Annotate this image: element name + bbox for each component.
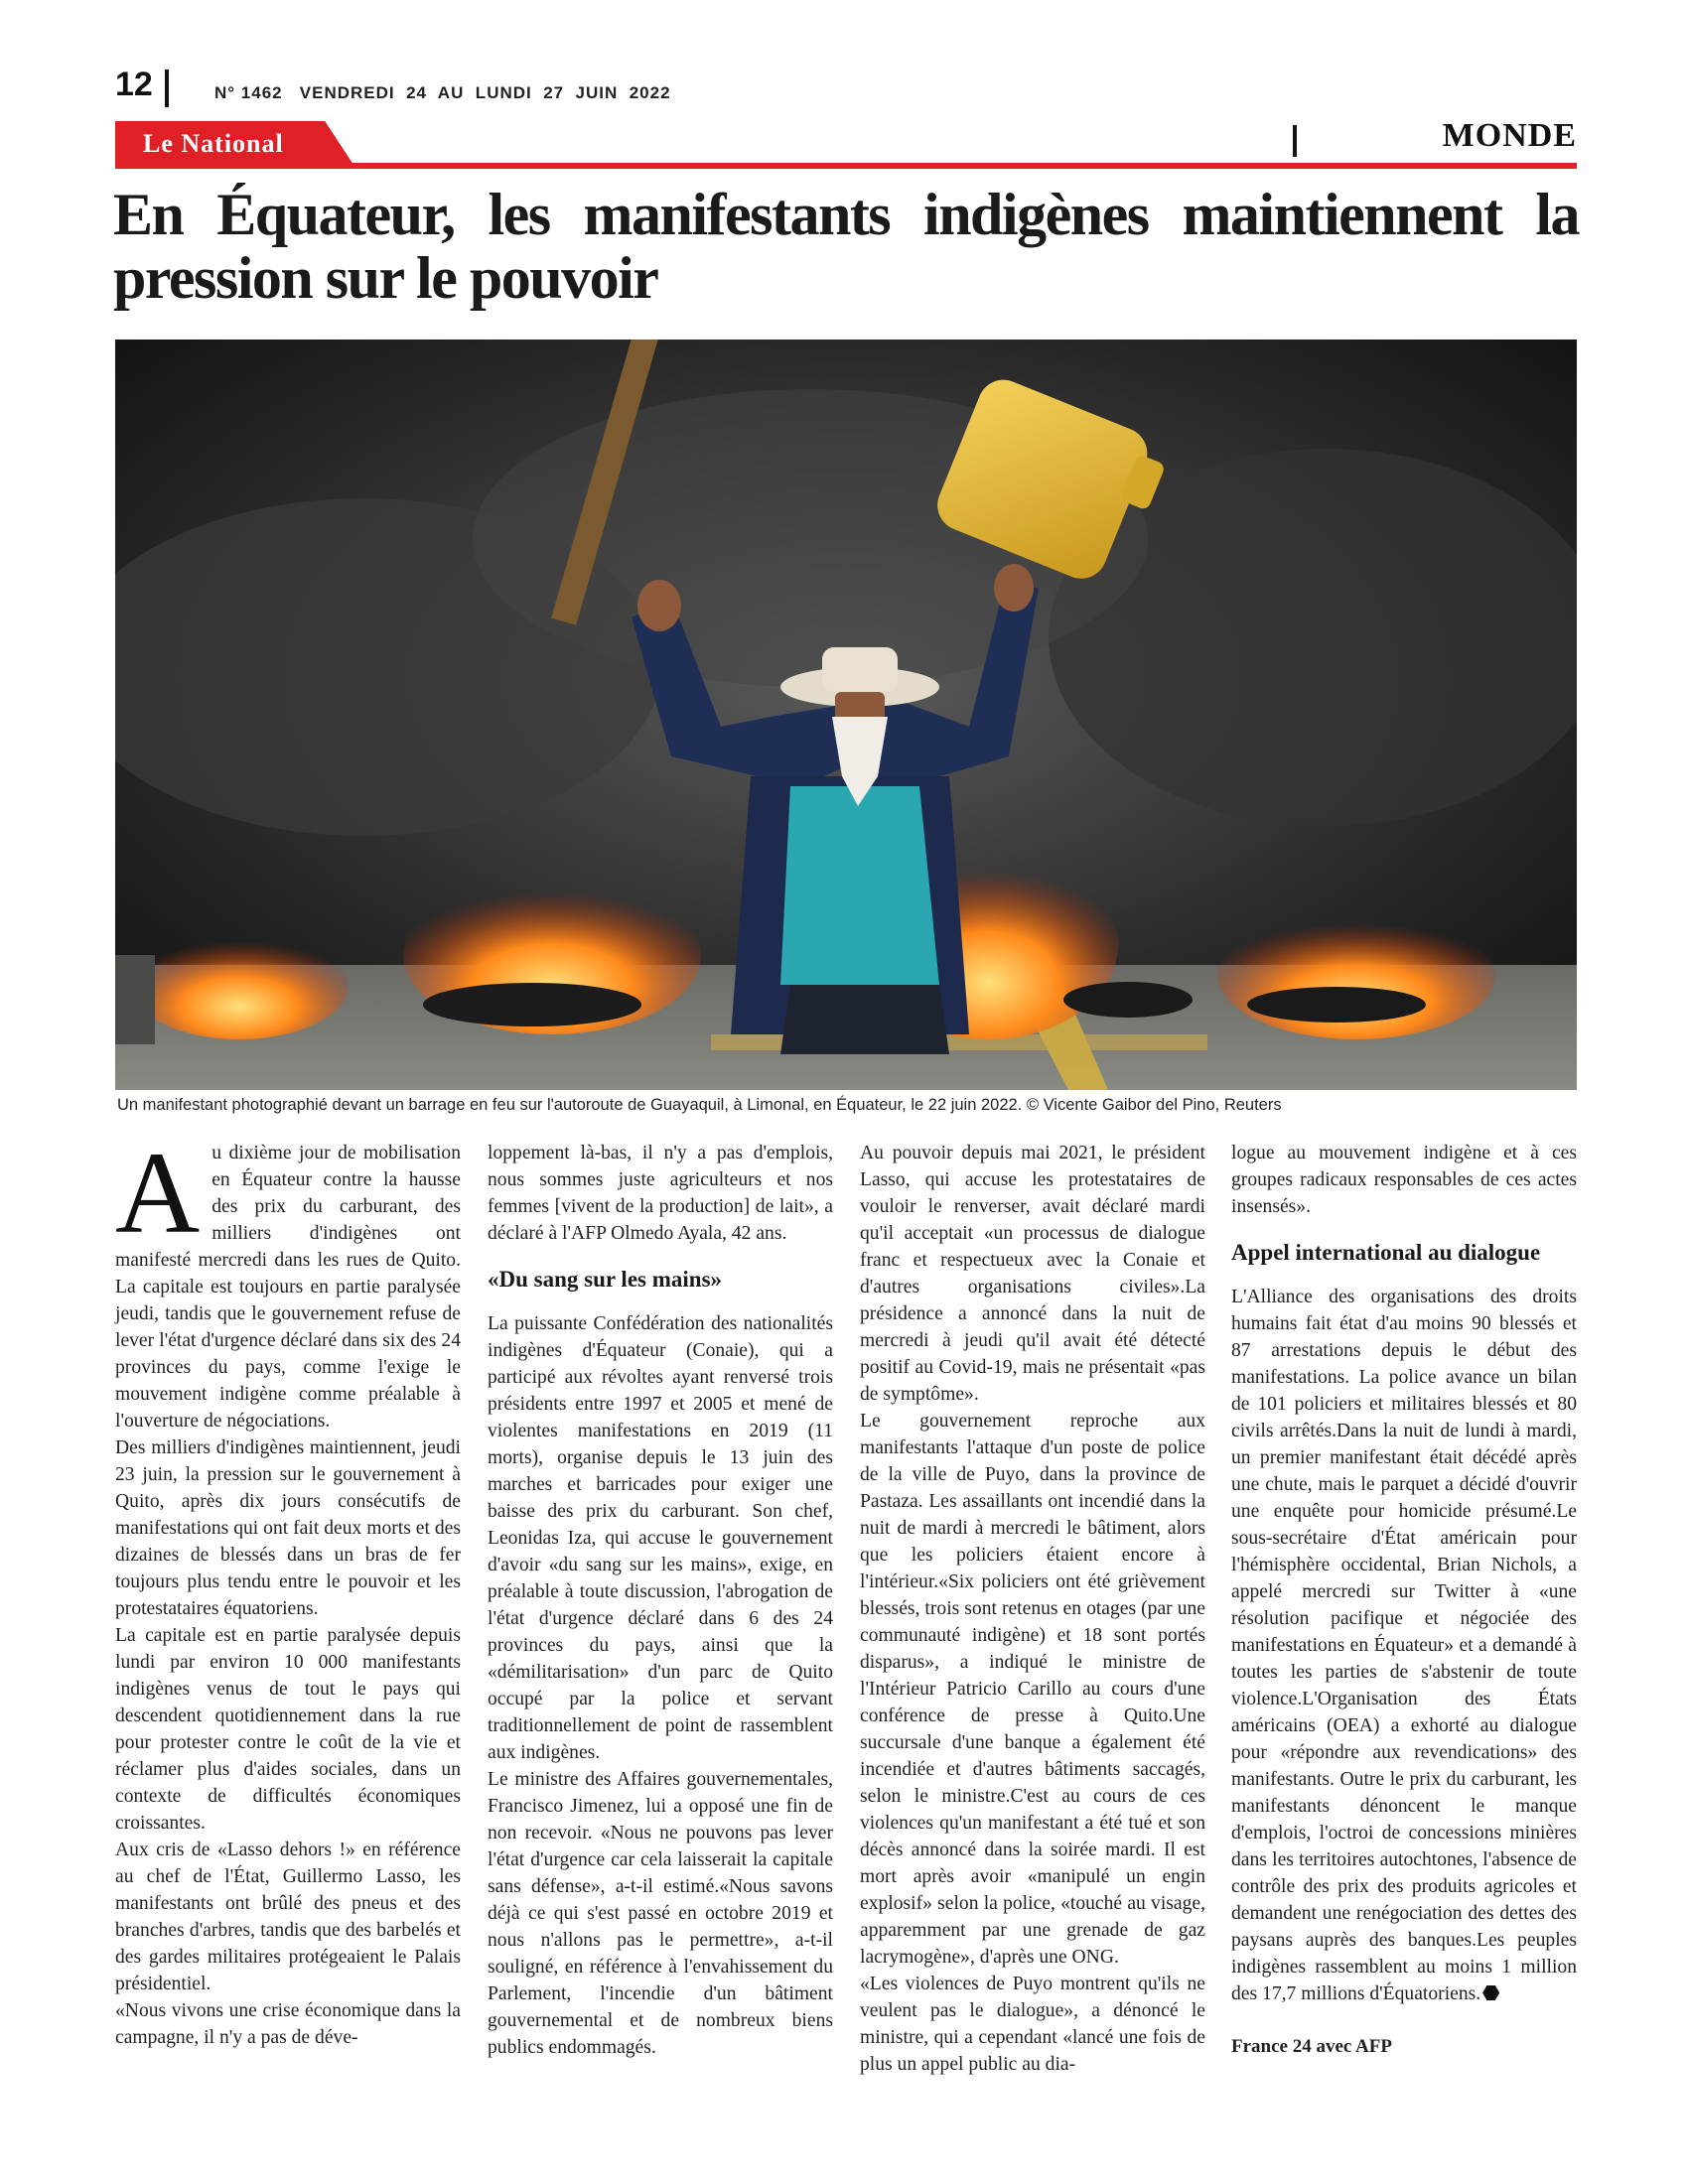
header-rule <box>115 163 1577 169</box>
divider <box>1293 125 1297 157</box>
paragraph <box>1231 1284 1577 2007</box>
article-column-1 <box>115 1128 461 2051</box>
headline: En Équateur, les manifestants indigènes maintiennent la pression sur le pouvoir <box>113 182 1579 311</box>
publication-logo: Le National <box>143 129 284 158</box>
paragraph: loppement là-bas, il n'y a pas d'emplois, nous sommes juste agriculteurs et nos femmes [vivent de la production] de lait», a déclaré à l'AFP Olmedo Ayala, 42 ans. <box>488 1143 833 1244</box>
paragraph: «Les violences de Puyo montrent qu'ils ne veulent pas le dialogue», a dénoncé le ministre, qui a cependant «lancé une fois de plus un appel public au dia- <box>860 1974 1205 2075</box>
paragraph: La puissante Confédération des nationalités indigènes d'Équateur (Conaie), qui a participé aux révoltes ayant renversé trois présidents entre 1997 et 2005 et mené de violentes manifestations en 2019 (11 morts), organise depuis le 13 juin des marches et barricades pour exiger une baisse des prix du carburant. Son chef, Leonidas Iza, qui accuse le gouvernement d'avoir «du sang sur les mains», exige, en préalable à toute discussion, l'abrogation de l'état d'urgence déclaré dans 6 des 24 provinces du pays, ainsi que la «démilitarisation» d'un parc de Quito occupé par la police et servant traditionnellement de point de rassemblent aux indigènes. <box>488 1313 833 1763</box>
issue-date-line: N° 1462 VENDREDI 24 AU LUNDI 27 JUIN 2022 <box>214 83 671 102</box>
article-credit: France 24 avec AFP <box>1231 2036 1392 2057</box>
article-column-3 <box>860 1140 1205 2078</box>
paragraph: Le ministre des Affaires gouvernementales, Francisco Jimenez, lui a opposé une fin de non recevoir. «Nous ne pouvons pas lever l'état d'urgence car cela laisserait la capitale sans défense», a-t-il estimé.«Nous savons déjà ce qui s'est passé en octobre 2019 et nous n'allons pas le permettre», a-t-il souligné, en référence à l'envahissement du Parlement, l'incendie d'un bâtiment gouvernemental et de nombreux biens publics endommagés. <box>488 1769 833 2058</box>
subheading: Appel international au dialogue <box>1231 1240 1541 1265</box>
article-photo <box>115 340 1577 1090</box>
publication-banner <box>115 121 353 165</box>
end-of-article-icon <box>1482 1984 1499 2001</box>
paragraph: Le gouvernement reproche aux manifestants l'attaque d'un poste de police de la ville de Puyo, dans la province de Pastaza. Les assaillants ont incendié dans la nuit de mardi à mercredi le bâtiment, alors que les policiers étaient encore à l'intérieur.«Six policiers ont été grièvement blessés, trois sont retenus en otages (par une communauté indigène) et 18 sont portés disparus», a indiqué le ministre de l'Intérieur Patricio Carillo au cours d'une conférence de presse à Quito.Une succursale d'une banque a également été incendiée et d'autres bâtiments saccagés, selon le ministre.C'est au cours de ces violences qu'un manifestant a été tué et son décès annoncé dans la soirée mardi. Il est mort après avoir «manipulé un engin explosif» selon la police, «touché au visage, apparemment par une grenade de gaz lacrymogène», d'après une ONG. <box>860 1411 1205 1968</box>
article-column-2 <box>488 1140 833 2061</box>
subheading: «Du sang sur les mains» <box>488 1267 723 1292</box>
paragraph: Au pouvoir depuis mai 2021, le président Lasso, qui accuse les protestataires de vouloir le renverser, avait déclaré mardi qu'il acceptait «un processus de dialogue franc et respectueux avec la Conaie et d'autres organisations civiles».La présidence a annoncé dans la nuit de mercredi à jeudi qu'il avait été détecté positif au Covid-19, mais ne présentait «pas de symptôme». <box>860 1143 1205 1405</box>
paragraph: u dixième jour de mobilisation en Équateur contre la hausse des prix du carburant, des milliers d'indigènes ont manifesté mercredi dans les rues de Quito. La capitale est toujours en partie paralysée jeudi, tandis que le gouvernement refuse de lever l'état d'urgence déclaré dans six des 24 provinces du pays, comme l'exige le mouvement indigène comme préalable à l'ouverture de négociations. <box>115 1143 461 1432</box>
paragraph-text: L'Alliance des organisations des droits humains fait état d'au moins 90 blessés et 87 arrestations depuis le début des manifestations. La police avance un bilan de 101 policiers et militaires blessés et 80 civils arrêtés.Dans la nuit de lundi à mardi, un premier manifestant était décédé après une chute, mais le parquet a décidé d'ouvrir une enquête pour homicide présumé.Le sous-secrétaire d'État américain pour l'hémisphère occidental, Brian Nichols, a appelé mercredi sur Twitter à «une résolution pacifique et négociée des manifestations en Équateur» et a demandé à toutes les parties de s'abstenir de toute violence.L'Organisation des États américains (OEA) a exhorté au dialogue pour «répondre aux revendications» des manifestants. Outre le prix du carburant, les manifestants dénoncent le manque d'emplois, l'octroi de concessions minières dans les territoires autochtones, l'absence de contrôle des prix des produits agricoles et demandent une renégociation des dettes des paysans auprès des banques.Les peuples indigènes rassemblent au moins 1 million des 17,7 millions d'Équatoriens. <box>1231 1287 1577 2004</box>
protester-photo-illustration <box>115 340 1577 1090</box>
paragraph: «Nous vivons une crise économique dans la campagne, il n'y a pas de déve- <box>115 2000 461 2048</box>
divider <box>165 69 169 107</box>
paragraph: La capitale est en partie paralysée depuis lundi par environ 10 000 manifestants indigènes venus de tout le pays qui descendent quotidiennement dans la rue pour protester contre le coût de la vie et réclamer plus d'aides sociales, dans un contexte de difficultés économiques croissantes. <box>115 1625 461 1834</box>
paragraph: Des milliers d'indigènes maintiennent, jeudi 23 juin, la pression sur le gouvernement à Quito, après dix jours consécutifs de manifestations qui ont fait deux morts et des dizaines de blessés dans un bras de fer toujours plus tendu entre le pouvoir et les protestataires équatoriens. <box>115 1437 461 1619</box>
article-column-4 <box>1231 1140 1577 2060</box>
page-number: 12 <box>115 66 153 103</box>
paragraph: logue au mouvement indigène et à ces groupes radicaux responsables de ces actes insensés». <box>1231 1143 1577 1217</box>
section-label: MONDE <box>1442 117 1577 154</box>
drop-cap: A <box>115 1128 201 1258</box>
photo-caption: Un manifestant photographié devant un barrage en feu sur l'autoroute de Guayaquil, à Limonal, en Équateur, le 22 juin 2022. © Vicente Gaibor del Pino, Reuters <box>117 1096 1282 1114</box>
paragraph: Aux cris de «Lasso dehors !» en référence au chef de l'État, Guillermo Lasso, les manifestants ont brûlé des pneus et des branches d'arbres, tandis que des barbelés et des gardes militaires protégeaient le Palais présidentiel. <box>115 1840 461 1994</box>
